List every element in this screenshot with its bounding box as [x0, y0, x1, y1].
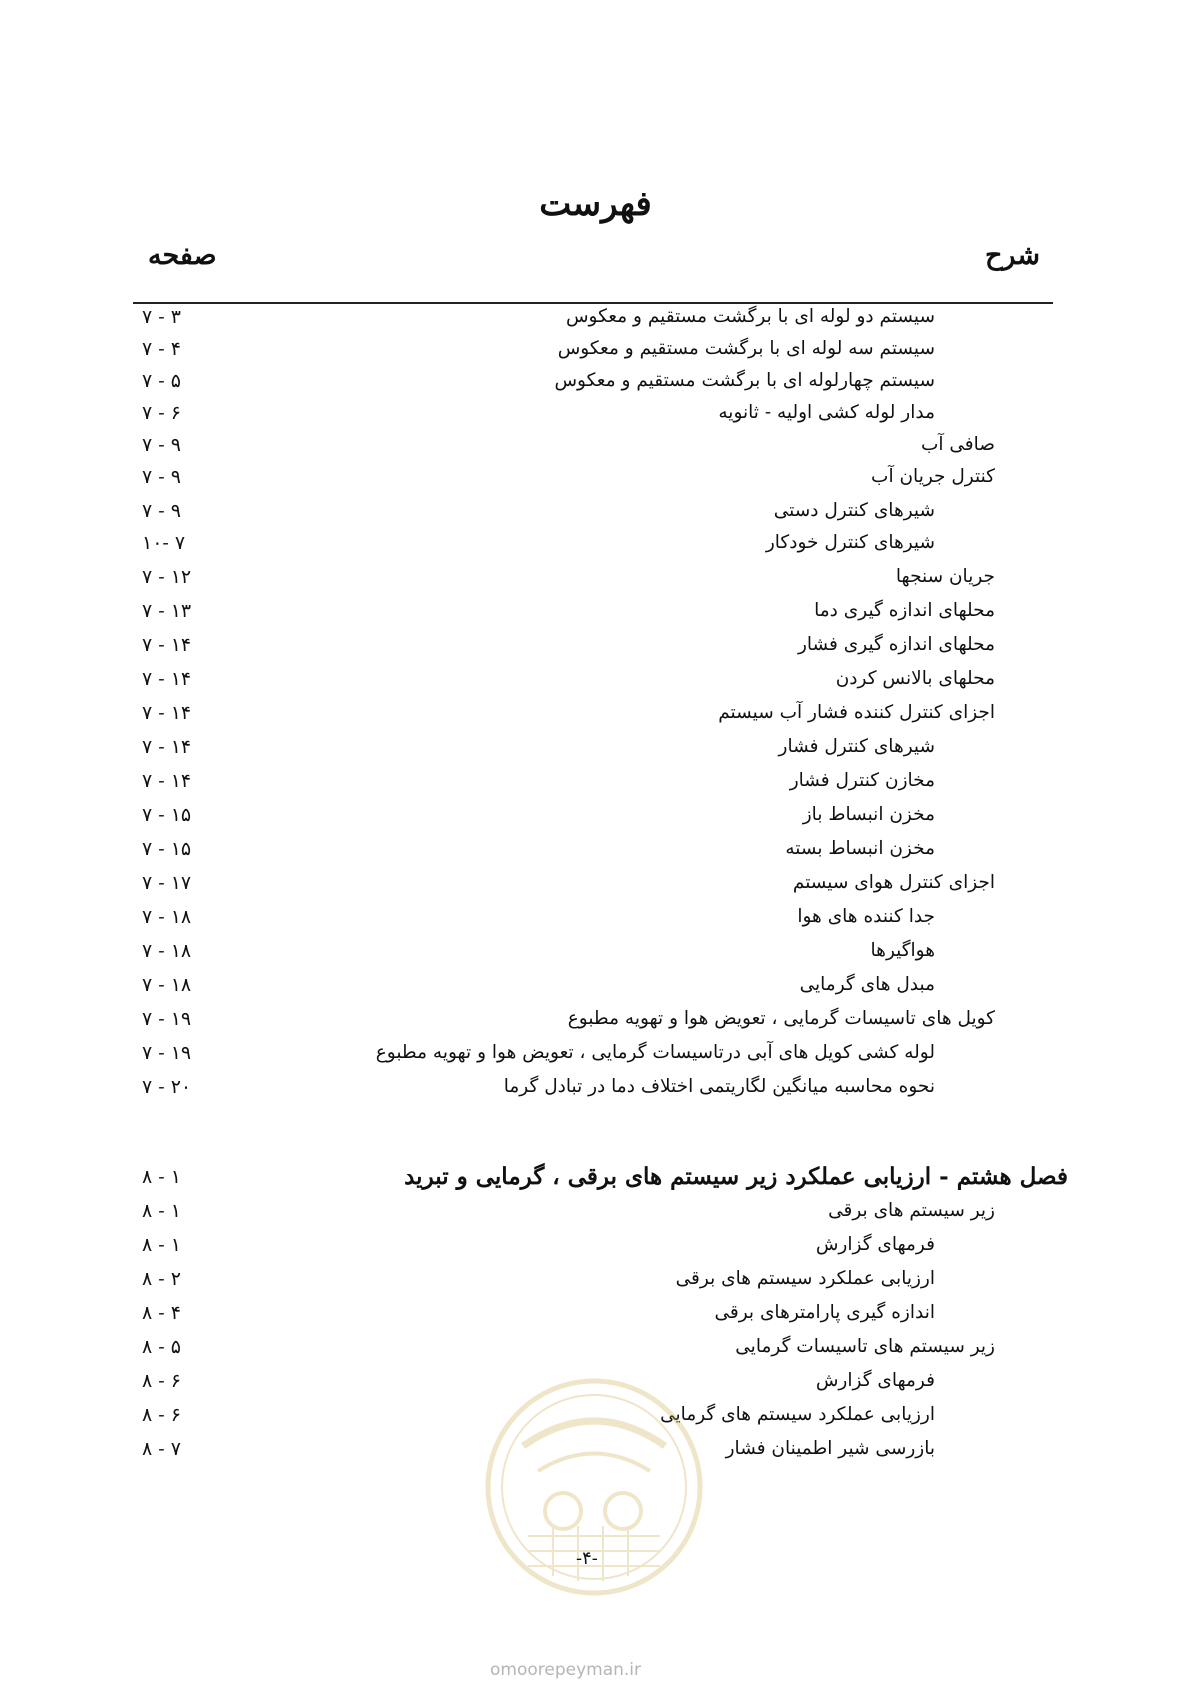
- page-number: -۴-: [576, 1548, 598, 1569]
- toc-entry-text: فرمهای گزارش: [815, 1370, 935, 1391]
- toc-entry-page: ۷ - ۱۹: [142, 1008, 192, 1030]
- toc-entry: [0, 398, 1191, 432]
- toc-entry-page: ۷ - ۴: [142, 338, 181, 360]
- toc-entry-page: ۷ - ۲۰: [142, 1076, 192, 1098]
- toc-entry-text: سیستم سه لوله ای با برگشت مستقیم و معکوس: [557, 338, 935, 359]
- toc-entry: [0, 1196, 1191, 1230]
- toc-entry-text: شیرهای کنترل خودکار: [765, 532, 935, 553]
- toc-entry-text: صافی آب: [920, 434, 995, 455]
- toc-entry-page: ۷ - ۱۴: [142, 702, 192, 724]
- toc-entry-page: ۸ - ۴: [142, 1302, 181, 1324]
- toc-entry: [0, 366, 1191, 400]
- toc-entry: [0, 462, 1191, 496]
- toc-entry: [0, 766, 1191, 800]
- toc-entry-text: ارزیابی عملکرد سیستم های گرمایی: [660, 1404, 935, 1425]
- toc-entry-text: مخزن انبساط بسته: [785, 838, 935, 859]
- toc-entry-text: ارزیابی عملکرد سیستم های برقی: [675, 1268, 935, 1289]
- toc-entry-text: لوله کشی کویل های آبی درتاسیسات گرمایی ، تعویض هوا و تهویه مطبوع: [375, 1042, 935, 1063]
- toc-entry-page: ۸ - ۱: [142, 1234, 181, 1256]
- toc-entry: [0, 528, 1191, 562]
- toc-entry-page: ۷ - ۱۴: [142, 736, 192, 758]
- toc-entry-page: ۷ - ۱۸: [142, 940, 192, 962]
- toc-entry-page: ۷ - ۶: [142, 402, 181, 424]
- watermark-url: omoorepeyman.ir: [490, 1660, 642, 1680]
- toc-entry-page: ۷ - ۹: [142, 500, 181, 522]
- toc-entry: [0, 970, 1191, 1004]
- toc-entry-text: مدار لوله کشی اولیه - ثانویه: [718, 402, 935, 423]
- toc-entry: [0, 596, 1191, 630]
- toc-entry-text: اندازه گیری پارامترهای برقی: [714, 1302, 935, 1323]
- toc-entry: [0, 430, 1191, 464]
- toc-entry-text: فرمهای گزارش: [815, 1234, 935, 1255]
- toc-entry-page: ۸ - ۶: [142, 1370, 181, 1392]
- page-column-header: صفحه: [148, 240, 217, 271]
- toc-entry: [0, 1230, 1191, 1264]
- toc-entry-text: شیرهای کنترل دستی: [773, 500, 935, 521]
- toc-entry: [0, 698, 1191, 732]
- toc-entry: [0, 1072, 1191, 1106]
- toc-entry-page: ۷ - ۳: [142, 306, 181, 328]
- toc-entry-page: ۷ - ۹: [142, 466, 181, 488]
- toc-entry: [0, 732, 1191, 766]
- toc-entry-page: ۱۰- ۷: [142, 532, 186, 554]
- toc-entry-text: کویل های تاسیسات گرمایی ، تعویض هوا و تهویه مطبوع: [567, 1008, 995, 1029]
- toc-chapter-heading: [0, 1160, 1191, 1194]
- toc-entry: [0, 868, 1191, 902]
- toc-entry-page: ۸ - ۷: [142, 1438, 181, 1460]
- toc-entry-page: ۸ - ۱: [142, 1166, 181, 1188]
- toc-entry-page: ۸ - ۵: [142, 1336, 181, 1358]
- toc-entry: [0, 1332, 1191, 1366]
- toc-entry-page: ۷ - ۱۴: [142, 634, 192, 656]
- toc-entry-text: اجزای کنترل کننده فشار آب سیستم: [718, 702, 995, 723]
- toc-entry-page: ۷ - ۱۹: [142, 1042, 192, 1064]
- toc-entry-page: ۷ - ۱۸: [142, 974, 192, 996]
- toc-entry-text: نحوه محاسبه میانگین لگاریتمی اختلاف دما در تبادل گرما: [503, 1076, 935, 1097]
- toc-entry-page: ۷ - ۱۴: [142, 770, 192, 792]
- toc-entry-text: محلهای بالانس کردن: [835, 668, 995, 689]
- toc-entry-text: محلهای اندازه گیری فشار: [797, 634, 995, 655]
- toc-entry-page: ۷ - ۵: [142, 370, 181, 392]
- page-title: فهرست: [539, 184, 652, 224]
- toc-entry: [0, 496, 1191, 530]
- toc-entry: [0, 834, 1191, 868]
- toc-entry: [0, 334, 1191, 368]
- toc-entry-text: مخزن انبساط باز: [802, 804, 935, 825]
- toc-entry: [0, 1298, 1191, 1332]
- toc-entry: [0, 936, 1191, 970]
- toc-entry-text: جریان سنجها: [895, 566, 995, 587]
- toc-entry-page: ۷ - ۹: [142, 434, 181, 456]
- toc-entry-text: محلهای اندازه گیری دما: [814, 600, 995, 621]
- toc-entry-text: کنترل جریان آب: [871, 466, 995, 487]
- toc-entry-page: ۷ - ۱۷: [142, 872, 192, 894]
- toc-entry: [0, 630, 1191, 664]
- toc-entry-text: شیرهای کنترل فشار: [778, 736, 935, 757]
- toc-entry-text: اجزای کنترل هوای سیستم: [792, 872, 995, 893]
- toc-entry-text: مبدل های گرمایی: [799, 974, 935, 995]
- toc-entry-page: ۸ - ۲: [142, 1268, 181, 1290]
- toc-entry-page: ۸ - ۶: [142, 1404, 181, 1426]
- toc-entry-page: ۸ - ۱: [142, 1200, 181, 1222]
- toc-entry-text: زیر سیستم های تاسیسات گرمایی: [735, 1336, 995, 1357]
- toc-entry-text: بازرسی شیر اطمینان فشار: [725, 1438, 935, 1459]
- description-column-header: شرح: [985, 240, 1040, 271]
- toc-entry-page: ۷ - ۱۵: [142, 838, 192, 860]
- toc-entry: [0, 1264, 1191, 1298]
- toc-entry: [0, 562, 1191, 596]
- toc-entry: [0, 1004, 1191, 1038]
- toc-entry-page: ۷ - ۱۳: [142, 600, 192, 622]
- toc-entry-text: هواگیرها: [870, 940, 935, 961]
- toc-entry-text: جدا کننده های هوا: [797, 906, 935, 927]
- toc-entry: [0, 302, 1191, 336]
- toc-entry-page: ۷ - ۱۵: [142, 804, 192, 826]
- toc-entry-page: ۷ - ۱۴: [142, 668, 192, 690]
- toc-entry: [0, 1038, 1191, 1072]
- toc-entry-text: زیر سیستم های برقی: [828, 1200, 995, 1221]
- toc-entry: [0, 664, 1191, 698]
- toc-entry-page: ۷ - ۱۲: [142, 566, 192, 588]
- toc-entry-page: ۷ - ۱۸: [142, 906, 192, 928]
- toc-entry-text: سیستم چهارلوله ای با برگشت مستقیم و معکوس: [554, 370, 935, 391]
- chapter-title: فصل هشتم - ارزیابی عملکرد زیر سیستم های برقی ، گرمایی و تبرید: [404, 1163, 1068, 1190]
- toc-entry-text: مخازن کنترل فشار: [789, 770, 935, 791]
- toc-entry: [0, 800, 1191, 834]
- toc-entry: [0, 902, 1191, 936]
- toc-entry-text: سیستم دو لوله ای با برگشت مستقیم و معکوس: [565, 306, 935, 327]
